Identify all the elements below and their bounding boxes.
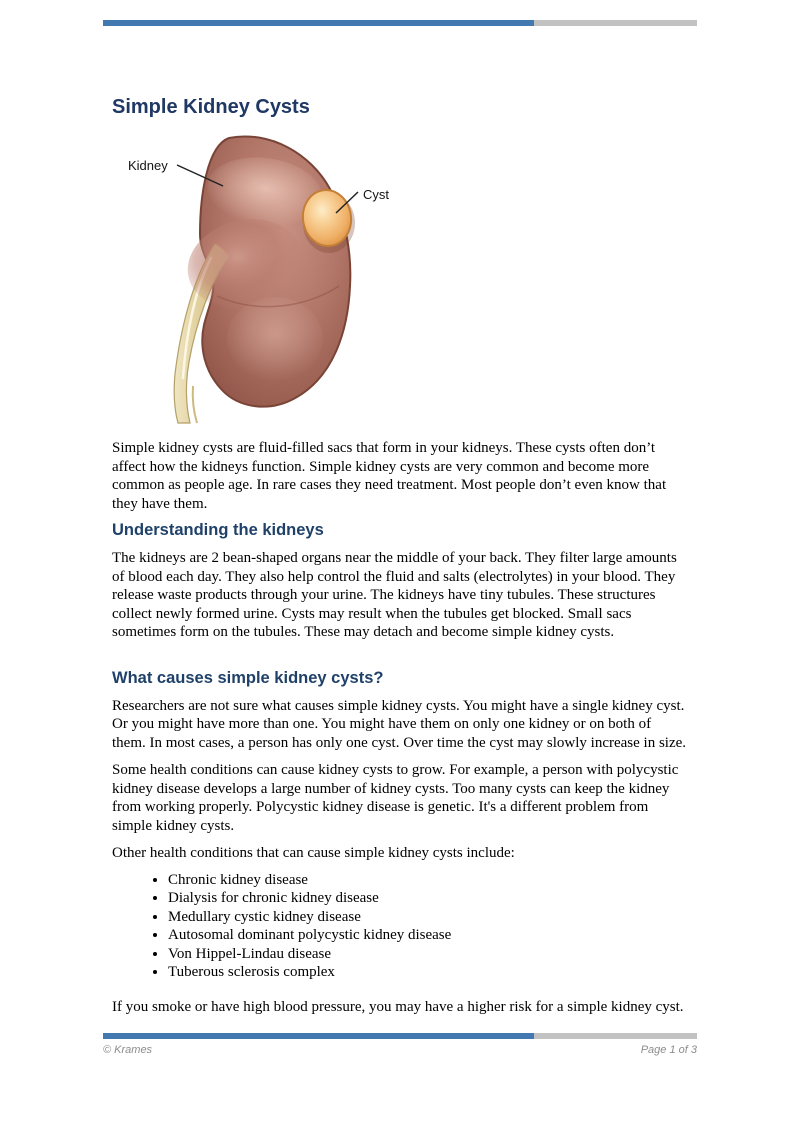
header-rule-gray-segment [534,20,697,26]
list-item: • Tuberous sclerosis complex [168,963,688,982]
list-item: • Dialysis for chronic kidney disease [168,889,688,908]
header-rule [103,20,697,26]
list-item: • Chronic kidney disease [168,871,688,890]
paragraph: Some health conditions can cause kidney cysts to grow. For example, a person with polycystic kidney disease develops a large number of kidney cysts. Too many cysts can keep the kidney from working properly. Polycystic kidney disease is genetic. It's a different problem from simple kidney cysts. [112,762,679,834]
list-item: • Von Hippel-Lindau disease [168,945,688,964]
page-indicator: Page 1 of 3 [640,1044,697,1056]
closing-paragraph: If you smoke or have high blood pressure, you may have a higher risk for a simple kidney cyst. [112,998,684,1015]
footer-rule-blue-segment [103,1033,534,1039]
header-rule-blue-segment [103,20,534,26]
cause-conditions-list [112,871,688,982]
document-page [103,0,697,1056]
list-item: • Autosomal dominant polycystic kidney disease [168,926,688,945]
intro-paragraph: Simple kidney cysts are fluid-filled sacs that form in your kidneys. These cysts often don’t affect how the kidneys function. Simple kidney cysts are very common and become more common as people age. In rare cases they need treatment. Most people don’t even know that they have them. [112,440,667,512]
copyright-text: © Krames [103,1044,153,1056]
paragraph: The kidneys are 2 bean-shaped organs near the middle of your back. They filter large amounts of blood each day. They also help control the fluid and salts (electrolytes) in your blood. They release waste products through your urine. The kidneys have tiny tubules. These structures collect newly formed urine. Cysts may result when the tubules get blocked. Small sacs sometimes form on the tubules. These may detach and become simple kidney cysts. [112,550,677,640]
list-item: • Medullary cystic kidney disease [168,908,688,927]
page-footer [103,1033,697,1056]
section-heading-what-causes: What causes simple kidney cysts? [112,668,384,687]
section-heading-understanding-kidneys: Understanding the kidneys [112,521,324,539]
kidney-cyst-illustration [125,134,455,424]
paragraph: Other health conditions that can cause simple kidney cysts include: [112,845,515,861]
paragraph: Researchers are not sure what causes simple kidney cysts. You might have a single kidney cyst. Or you might have more than one. You might have them on only one kidney or on both of them. In most cases, a person has only one cyst. Over time the cyst may slowly increase in size. [112,697,687,751]
page-title: Simple Kidney Cysts [112,96,310,118]
kidney-label: Kidney [128,158,168,173]
footer-rule-gray-segment [534,1033,697,1039]
article-body [103,439,697,1016]
cyst-label: Cyst [363,187,389,202]
footer-rule [103,1033,697,1039]
